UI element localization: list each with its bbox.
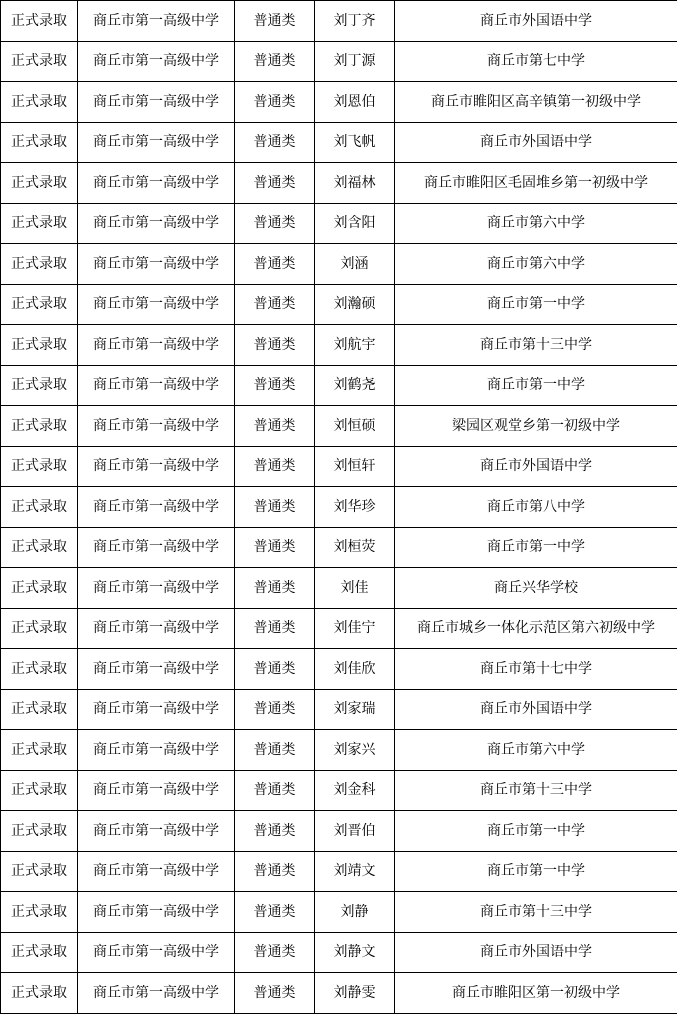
high-school-cell: 商丘市第一高级中学	[78, 406, 235, 447]
middle-school-cell: 商丘市第十三中学	[395, 770, 677, 811]
table-row	[1, 284, 677, 325]
status-cell: 正式录取	[1, 284, 78, 325]
high-school-cell: 商丘市第一高级中学	[78, 730, 235, 771]
category-cell: 普通类	[235, 41, 315, 82]
high-school-cell: 商丘市第一高级中学	[78, 365, 235, 406]
high-school-cell: 商丘市第一高级中学	[78, 122, 235, 163]
category-cell: 普通类	[235, 122, 315, 163]
table-row	[1, 851, 677, 892]
student-name-cell: 刘丁齐	[315, 1, 395, 42]
table-row	[1, 122, 677, 163]
student-name-cell: 刘家瑞	[315, 689, 395, 730]
high-school-cell: 商丘市第一高级中学	[78, 284, 235, 325]
student-name-cell: 刘靖文	[315, 851, 395, 892]
high-school-cell: 商丘市第一高级中学	[78, 649, 235, 690]
table-row	[1, 203, 677, 244]
high-school-cell: 商丘市第一高级中学	[78, 851, 235, 892]
middle-school-cell: 商丘市第六中学	[395, 203, 677, 244]
status-cell: 正式录取	[1, 1, 78, 42]
high-school-cell: 商丘市第一高级中学	[78, 163, 235, 204]
category-cell: 普通类	[235, 284, 315, 325]
student-name-cell: 刘晋伯	[315, 811, 395, 852]
table-row	[1, 1, 677, 42]
status-cell: 正式录取	[1, 973, 78, 1014]
high-school-cell: 商丘市第一高级中学	[78, 41, 235, 82]
category-cell: 普通类	[235, 608, 315, 649]
student-name-cell: 刘华珍	[315, 487, 395, 528]
middle-school-cell: 商丘市第八中学	[395, 487, 677, 528]
category-cell: 普通类	[235, 973, 315, 1014]
student-name-cell: 刘静雯	[315, 973, 395, 1014]
table-row	[1, 487, 677, 528]
status-cell: 正式录取	[1, 365, 78, 406]
student-name-cell: 刘飞帆	[315, 122, 395, 163]
table-row	[1, 892, 677, 933]
status-cell: 正式录取	[1, 649, 78, 690]
category-cell: 普通类	[235, 244, 315, 285]
middle-school-cell: 商丘市第一中学	[395, 527, 677, 568]
middle-school-cell: 商丘市第一中学	[395, 811, 677, 852]
high-school-cell: 商丘市第一高级中学	[78, 203, 235, 244]
table-row	[1, 811, 677, 852]
middle-school-cell: 商丘市第十三中学	[395, 325, 677, 366]
high-school-cell: 商丘市第一高级中学	[78, 446, 235, 487]
status-cell: 正式录取	[1, 163, 78, 204]
middle-school-cell: 商丘市第一中学	[395, 851, 677, 892]
high-school-cell: 商丘市第一高级中学	[78, 527, 235, 568]
category-cell: 普通类	[235, 730, 315, 771]
status-cell: 正式录取	[1, 487, 78, 528]
student-name-cell: 刘福林	[315, 163, 395, 204]
table-row	[1, 406, 677, 447]
status-cell: 正式录取	[1, 203, 78, 244]
high-school-cell: 商丘市第一高级中学	[78, 973, 235, 1014]
high-school-cell: 商丘市第一高级中学	[78, 568, 235, 609]
category-cell: 普通类	[235, 568, 315, 609]
table-row	[1, 244, 677, 285]
category-cell: 普通类	[235, 851, 315, 892]
middle-school-cell: 商丘市外国语中学	[395, 689, 677, 730]
student-name-cell: 刘家兴	[315, 730, 395, 771]
status-cell: 正式录取	[1, 608, 78, 649]
middle-school-cell: 商丘市第六中学	[395, 244, 677, 285]
student-name-cell: 刘恒轩	[315, 446, 395, 487]
student-name-cell: 刘丁源	[315, 41, 395, 82]
category-cell: 普通类	[235, 325, 315, 366]
high-school-cell: 商丘市第一高级中学	[78, 325, 235, 366]
table-row	[1, 446, 677, 487]
category-cell: 普通类	[235, 203, 315, 244]
status-cell: 正式录取	[1, 527, 78, 568]
table-row	[1, 527, 677, 568]
student-name-cell: 刘金科	[315, 770, 395, 811]
student-name-cell: 刘瀚硕	[315, 284, 395, 325]
middle-school-cell: 商丘市外国语中学	[395, 1, 677, 42]
category-cell: 普通类	[235, 932, 315, 973]
student-name-cell: 刘恩伯	[315, 82, 395, 123]
table-row	[1, 41, 677, 82]
category-cell: 普通类	[235, 487, 315, 528]
student-name-cell: 刘含阳	[315, 203, 395, 244]
category-cell: 普通类	[235, 689, 315, 730]
student-name-cell: 刘航宇	[315, 325, 395, 366]
category-cell: 普通类	[235, 406, 315, 447]
middle-school-cell: 商丘市第六中学	[395, 730, 677, 771]
admission-table-body	[1, 1, 677, 1014]
status-cell: 正式录取	[1, 244, 78, 285]
status-cell: 正式录取	[1, 41, 78, 82]
table-row	[1, 770, 677, 811]
table-row	[1, 689, 677, 730]
status-cell: 正式录取	[1, 770, 78, 811]
student-name-cell: 刘鹤尧	[315, 365, 395, 406]
category-cell: 普通类	[235, 892, 315, 933]
middle-school-cell: 商丘市城乡一体化示范区第六初级中学	[395, 608, 677, 649]
middle-school-cell: 商丘市第十七中学	[395, 649, 677, 690]
student-name-cell: 刘佳欣	[315, 649, 395, 690]
status-cell: 正式录取	[1, 851, 78, 892]
table-row	[1, 932, 677, 973]
category-cell: 普通类	[235, 163, 315, 204]
middle-school-cell: 商丘市睢阳区第一初级中学	[395, 973, 677, 1014]
status-cell: 正式录取	[1, 82, 78, 123]
status-cell: 正式录取	[1, 122, 78, 163]
status-cell: 正式录取	[1, 446, 78, 487]
table-row	[1, 973, 677, 1014]
student-name-cell: 刘静文	[315, 932, 395, 973]
table-row	[1, 568, 677, 609]
category-cell: 普通类	[235, 446, 315, 487]
student-name-cell: 刘佳宁	[315, 608, 395, 649]
table-row	[1, 365, 677, 406]
middle-school-cell: 商丘市睢阳区毛固堆乡第一初级中学	[395, 163, 677, 204]
high-school-cell: 商丘市第一高级中学	[78, 608, 235, 649]
category-cell: 普通类	[235, 649, 315, 690]
table-row	[1, 649, 677, 690]
middle-school-cell: 商丘市外国语中学	[395, 932, 677, 973]
category-cell: 普通类	[235, 527, 315, 568]
high-school-cell: 商丘市第一高级中学	[78, 82, 235, 123]
category-cell: 普通类	[235, 770, 315, 811]
table-row	[1, 608, 677, 649]
student-name-cell: 刘佳	[315, 568, 395, 609]
category-cell: 普通类	[235, 811, 315, 852]
status-cell: 正式录取	[1, 932, 78, 973]
middle-school-cell: 商丘市第十三中学	[395, 892, 677, 933]
middle-school-cell: 梁园区观堂乡第一初级中学	[395, 406, 677, 447]
student-name-cell: 刘恒硕	[315, 406, 395, 447]
status-cell: 正式录取	[1, 730, 78, 771]
student-name-cell: 刘静	[315, 892, 395, 933]
table-row	[1, 82, 677, 123]
middle-school-cell: 商丘市第一中学	[395, 284, 677, 325]
high-school-cell: 商丘市第一高级中学	[78, 770, 235, 811]
high-school-cell: 商丘市第一高级中学	[78, 892, 235, 933]
status-cell: 正式录取	[1, 406, 78, 447]
status-cell: 正式录取	[1, 325, 78, 366]
status-cell: 正式录取	[1, 811, 78, 852]
middle-school-cell: 商丘市外国语中学	[395, 122, 677, 163]
middle-school-cell: 商丘市外国语中学	[395, 446, 677, 487]
status-cell: 正式录取	[1, 568, 78, 609]
table-row	[1, 163, 677, 204]
middle-school-cell: 商丘市第七中学	[395, 41, 677, 82]
high-school-cell: 商丘市第一高级中学	[78, 811, 235, 852]
status-cell: 正式录取	[1, 892, 78, 933]
category-cell: 普通类	[235, 1, 315, 42]
high-school-cell: 商丘市第一高级中学	[78, 689, 235, 730]
middle-school-cell: 商丘市睢阳区高辛镇第一初级中学	[395, 82, 677, 123]
category-cell: 普通类	[235, 365, 315, 406]
high-school-cell: 商丘市第一高级中学	[78, 932, 235, 973]
category-cell: 普通类	[235, 82, 315, 123]
student-name-cell: 刘桓荧	[315, 527, 395, 568]
status-cell: 正式录取	[1, 689, 78, 730]
student-name-cell: 刘涵	[315, 244, 395, 285]
table-row	[1, 730, 677, 771]
high-school-cell: 商丘市第一高级中学	[78, 244, 235, 285]
high-school-cell: 商丘市第一高级中学	[78, 487, 235, 528]
middle-school-cell: 商丘兴华学校	[395, 568, 677, 609]
middle-school-cell: 商丘市第一中学	[395, 365, 677, 406]
high-school-cell: 商丘市第一高级中学	[78, 1, 235, 42]
table-row	[1, 325, 677, 366]
